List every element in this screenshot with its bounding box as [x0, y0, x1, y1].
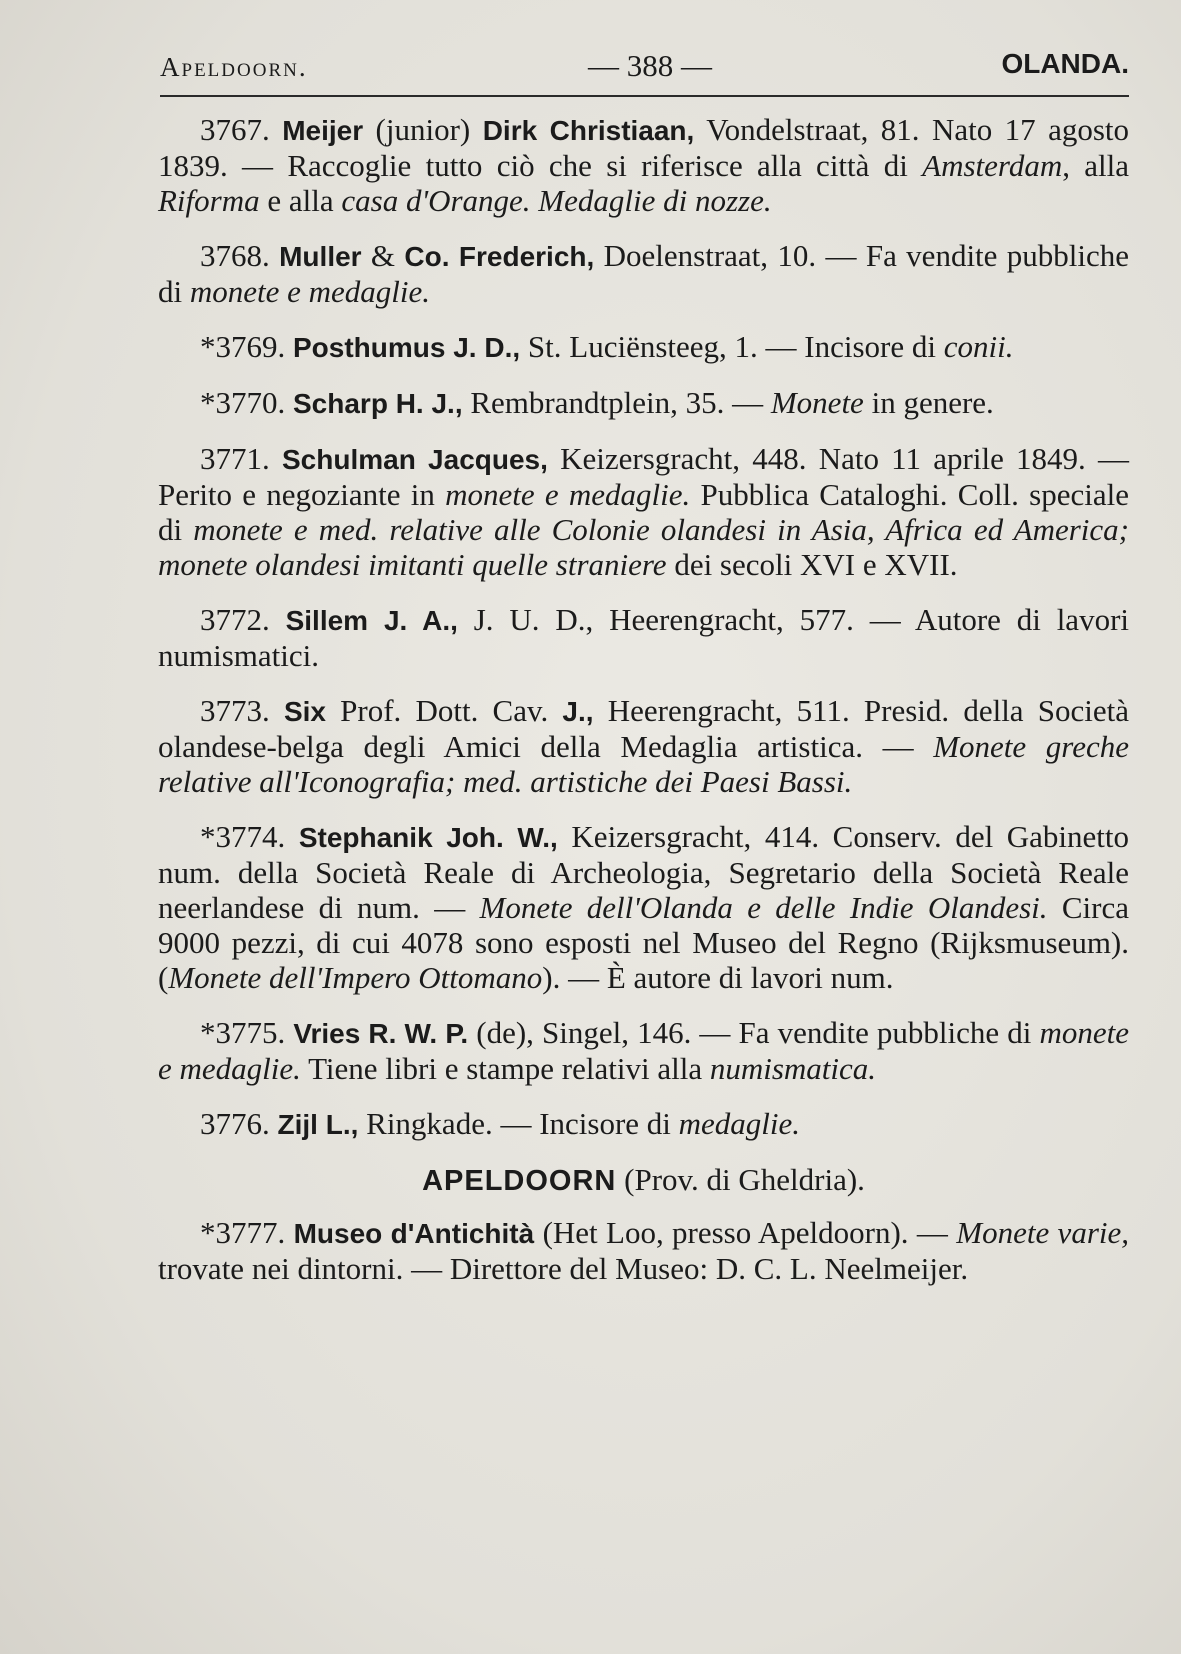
entry-text: Pubblica Cataloghi. Coll. speciale di: [158, 477, 1129, 547]
directory-entry: [158, 1106, 1129, 1142]
header-rule: [160, 95, 1129, 97]
entry-number: *3769.: [200, 329, 286, 364]
entry-name: J.,: [562, 696, 594, 727]
entry-number: *3777.: [200, 1215, 286, 1250]
entry-italic: Monete greche relative all'Iconografia; med. artistiche dei Paesi Bassi.: [158, 729, 1129, 799]
entry-text: (junior): [363, 112, 483, 147]
entry-text: trovate nei dintorni. — Direttore del Museo: D. C. L. Neelmeijer.: [158, 1251, 969, 1286]
entry-italic: Riforma: [158, 183, 260, 218]
entry-name: Posthumus J. D.,: [293, 332, 521, 363]
directory-entry: [158, 819, 1129, 995]
entry-text: J. U. D., Heerengracht, 577. — Autore di lavori numismatici.: [158, 602, 1130, 673]
entry-name: Schulman Jacques,: [281, 444, 548, 475]
directory-entry: [158, 441, 1129, 582]
entry-italic: numismatica.: [709, 1051, 877, 1086]
entry-name: Meijer: [282, 115, 364, 146]
entry-italic: Monete varie,: [956, 1215, 1130, 1250]
entry-italic: Monete: [770, 385, 864, 420]
entry-name: Vries R. W. P.: [293, 1018, 469, 1049]
entry-name: Sillem J. A.,: [285, 605, 458, 636]
entry-number: 3776.: [200, 1106, 270, 1141]
entry-text: Vondelstraat, 81. Nato 17 agosto 1839. — Raccoglie tutto ciò che si riferisce alla città di: [158, 112, 1130, 183]
entry-text: Prof. Dott. Cav.: [325, 693, 563, 728]
entry-number: 3773.: [200, 693, 270, 728]
directory-entry: [158, 238, 1129, 309]
entry-italic: monete e medaglie.: [158, 1015, 1130, 1086]
section-province: (Prov. di Gheldria).: [616, 1162, 865, 1197]
page-number: — 388 —: [588, 48, 712, 83]
entry-text: dei secoli XVI e XVII.: [666, 547, 958, 582]
entry-text: e alla: [259, 183, 342, 218]
section-city: APELDOORN: [422, 1165, 617, 1197]
entry-text: (Het Loo, presso Apeldoorn). —: [534, 1215, 957, 1250]
directory-entry: [158, 602, 1129, 673]
entry-italic: monete e med. relative alle Colonie olandesi in Asia, Africa ed America; monete olandesi imitanti quelle straniere: [158, 512, 1129, 582]
entry-number: 3768.: [200, 238, 270, 273]
entry-text: (de), Singel, 146. — Fa vendite pubbliche di: [468, 1015, 1040, 1050]
entry-text: ). — È autore di lavori num.: [542, 960, 894, 995]
directory-entry: [158, 112, 1129, 218]
running-head-place: Apeldoorn.: [160, 52, 308, 82]
entry-text: Rembrandtplein, 35. —: [462, 385, 771, 420]
directory-entry: [158, 693, 1129, 799]
entry-name: Dirk Christiaan,: [482, 115, 695, 146]
entry-number: 3767.: [200, 112, 270, 147]
directory-entry: [158, 1215, 1129, 1286]
directory-entry: [158, 1015, 1129, 1086]
entry-number: *3775.: [200, 1015, 286, 1050]
entry-text: Heerengracht, 511. Presid. della Società olandese-belga degli Amici della Medaglia artistica. —: [158, 693, 1129, 764]
entry-name: Zijl L.,: [277, 1109, 359, 1140]
page-body: [158, 112, 1129, 1306]
entry-text: Tiene libri e stampe relativi alla: [300, 1051, 710, 1086]
running-head-country: OLANDA.: [1001, 48, 1129, 79]
entry-text: Doelenstraat, 10. — Fa vendite pubbliche di: [158, 238, 1130, 309]
entry-text: &: [361, 238, 405, 273]
page-header: [160, 42, 1129, 92]
entry-text: Keizersgracht, 448. Nato 11 aprile 1849. — Perito e negoziante in: [158, 441, 1130, 512]
entry-number: 3772.: [200, 602, 270, 637]
entry-number: *3774.: [200, 819, 286, 854]
entry-italic: conii.: [943, 329, 1014, 364]
entry-name: Co. Frederich,: [404, 241, 595, 272]
entry-name: Stephanik Joh. W.,: [298, 822, 558, 853]
entry-italic: monete e medaglie.: [445, 477, 691, 512]
entry-italic: Monete dell'Olanda e delle Indie Olandesi.: [479, 890, 1048, 925]
entry-text: Ringkade. — Incisore di: [358, 1106, 679, 1141]
entry-name: Six: [283, 696, 326, 727]
entry-name: Muller: [279, 241, 362, 272]
entry-text: St. Luciënsteeg, 1. — Incisore di: [520, 329, 944, 364]
entry-italic: Amsterdam: [922, 148, 1063, 183]
entry-text: in genere.: [863, 385, 994, 420]
entry-text: , alla: [1062, 148, 1129, 183]
directory-entry: [158, 385, 1129, 421]
directory-entry: [158, 329, 1129, 365]
entry-italic: Monete dell'Impero Ottomano: [168, 960, 543, 995]
entry-text: Keizersgracht, 414. Conserv. del Gabinetto num. della Società Reale di Archeologia, Segretario della Società Reale neerlandese di num. —: [158, 819, 1130, 925]
entry-italic: medaglie.: [678, 1106, 801, 1141]
entry-text: Circa 9000 pezzi, di cui 4078 sono esposti nel Museo del Regno (Rijksmuseum). (: [158, 890, 1129, 995]
entry-italic: casa d'Orange. Medaglie di nozze.: [341, 183, 772, 218]
entry-name: Museo d'Antichità: [293, 1218, 535, 1249]
entry-number: *3770.: [200, 385, 286, 420]
entry-italic: monete e medaglie.: [189, 274, 431, 309]
entry-list: [158, 112, 1129, 1142]
entry-number: 3771.: [200, 441, 270, 476]
entry-name: Scharp H. J.,: [293, 388, 463, 419]
entry-list-after: [158, 1215, 1129, 1286]
section-heading: [158, 1162, 1129, 1199]
